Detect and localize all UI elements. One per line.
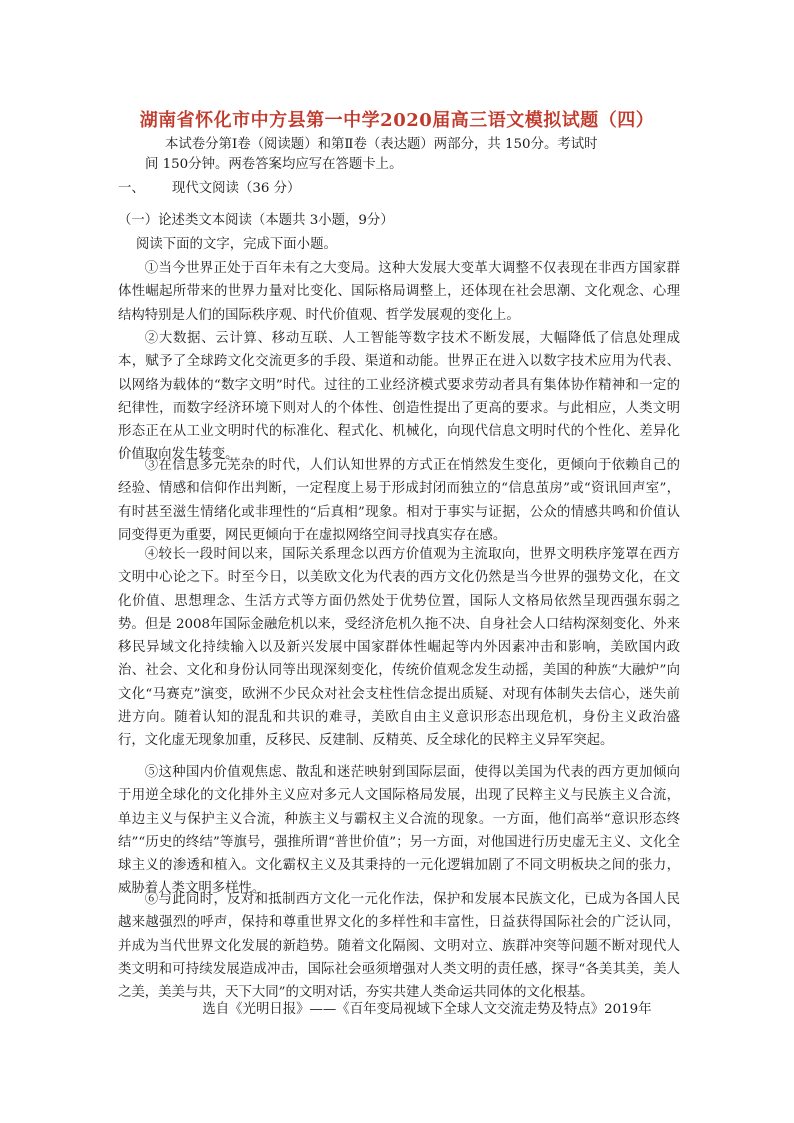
- subsection-heading: （一）论述类文本阅读（本题共 3小题，9分）: [118, 213, 394, 228]
- section-heading: [118, 180, 300, 198]
- paragraph-5: ⑤这种国内价值观焦虑、散乱和迷茫映射到国际层面，使得以美国为代表的西方更加倾向于用逆全球化的文化排外主义应对多元人文国际格局发展，出现了民粹主义与民族主义合流，单边主义与保护主义合流，种族主义与霸权主义合流的现象。一方面，他们高举“意识形态终结”“历史的终结”等旗号，强推所谓“普世价值”；另一方面，对他国进行历史虚无主义、文化全球主义的渗透和植入。文化霸权主义及其秉持的一元化逻辑加剧了不同文明板块之间的张力，威胁着人类文明多样性。: [118, 765, 680, 897]
- source-citation: 选自《光明日报》——《百年变局视域下全球人文交流走势及特点》2019年: [202, 1002, 652, 1017]
- intro-line-1: 本试卷分第Ⅰ卷（阅读题）和第Ⅱ卷（表达题）两部分，共 150分。考试时: [165, 137, 598, 152]
- paragraph-2: ②大数据、云计算、移动互联、人工智能等数字技术不断发展，大幅降低了信息处理成本，赋予了全球跨文化交流更多的手段、渠道和动能。世界正在进入以数字技术应用为代表、以网络为载体的“数字文明”时代。过往的工业经济模式要求劳动者具有集体协作精神和一定的纪律性，而数字经济环境下则对人的个体性、创造性提出了更高的要求。与此相应，人类文明形态正在从工业文明时代的标准化、程式化、机械化，向现代信息文明时代的个性化、差异化价值取向发生转变。: [118, 331, 680, 463]
- paragraph-4: ④较长一段时间以来，国际关系理念以西方价值观为主流取向，世界文明秩序笼罩在西方文明中心论之下。时至今日，以美欧文化为代表的西方文化仍然是当今世界的强势文化，在文化价值、思想理念、生活方式等方面仍然处于优势位置，国际人文格局依然呈现西强东弱之势。但是 2008年国际金融危机以来，受经济危机久拖不决、自身社会人口结构深刻变化、外来移民异域文化持续输入以及新兴发展中国家群体性崛起等内外因素冲击和影响，美欧国内政治、社会、文化和身份认同等出现深刻变化，传统价值观念发生动摇，美国的种族“大融炉”向文化“马赛克”演变，欧洲不少民众对社会支柱性信念提出质疑、对现有体制失去信心，迷失前进方向。随着认知的混乱和共识的难寻，美欧自由主义意识形态出现危机，身份主义政治盛行，文化虚无现象加重，反移民、反建制、反精英、反全球化的民粹主义异军突起。: [118, 547, 680, 749]
- section-title: 现代文阅读（36 分）: [172, 181, 301, 196]
- intro-line-2: 间 150分钟。两卷答案均应写在答题卡上。: [145, 157, 403, 172]
- paragraph-1: ①当今世界正处于百年未有之大变局。这种大发展大变革大调整不仅表现在非西方国家群体性崛起所带来的世界力量对比变化、国际格局调整上，还体现在社会思潮、文化观念、心理结构特别是人们的国际秩序观、时代价值观、哲学发展观的变化上。: [118, 261, 680, 323]
- reading-instruction: 阅读下面的文字，完成下面小题。: [136, 237, 337, 252]
- paragraph-3: ③在信息多元芜杂的时代，人们认知世界的方式正在悄然发生变化，更倾向于依赖自己的经验、情感和信仰作出判断，一定程度上易于形成封闭而独立的“信息茧房”或“资讯回声室”，有时甚至滋生情绪化或非理性的“后真相”现象。相对于事实与证据，公众的情感共鸣和价值认同变得更为重要，网民更倾向于在虚拟网络空间寻找真实存在感。: [118, 458, 680, 543]
- section-number: 一、: [118, 181, 145, 196]
- document-title: 湖南省怀化市中方县第一中学2020届高三语文模拟试题（四）: [139, 110, 655, 131]
- paragraph-6: ⑥与此同时，反对和抵制西方文化一元化作法，保护和发展本民族文化，已成为各国人民越来越强烈的呼声，保持和尊重世界文化的多样性和丰富性，日益获得国际社会的广泛认同，并成为当代世界文化发展的新趋势。随着文化隔阂、文明对立、族群冲突等问题不断对现代人类文明和可持续发展造成冲击，国际社会亟须增强对人类文明的责任感，探寻“各美其美，美人之美，美美与共，天下大同”的文明对话，夯实共建人类命运共同体的文化根基。: [118, 892, 680, 1001]
